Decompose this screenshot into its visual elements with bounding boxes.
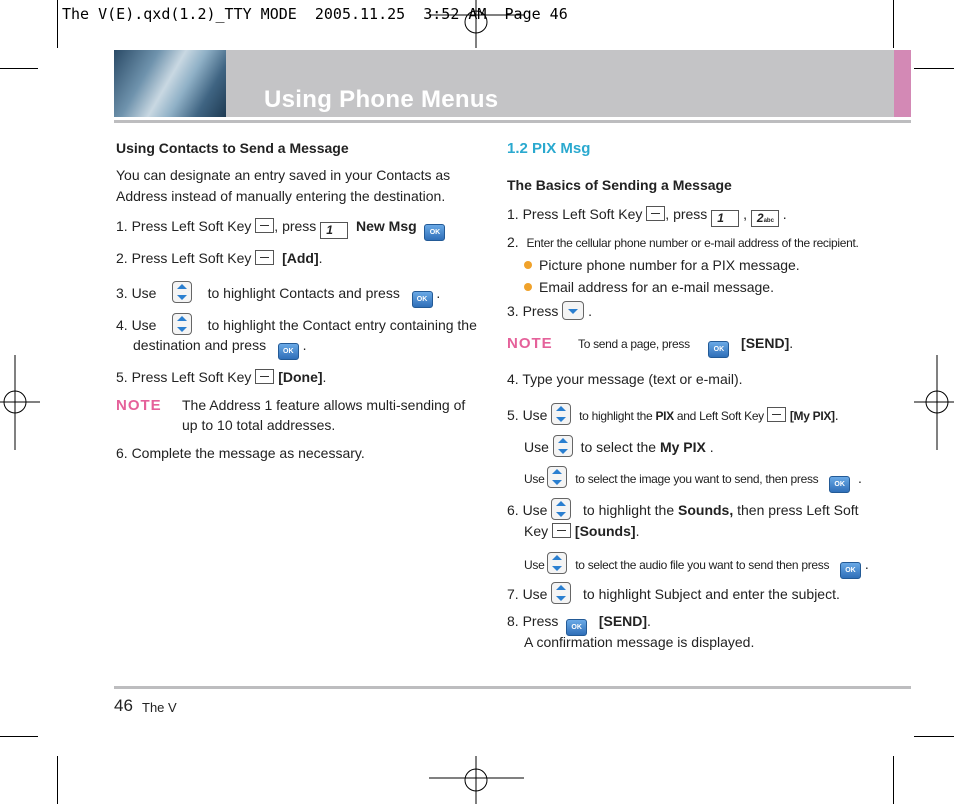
left-step-3: 3. Use to highlight Contacts and press OK .	[116, 281, 440, 308]
soft-key-icon	[552, 523, 571, 538]
section-title: 1.2 PIX Msg	[507, 140, 591, 157]
left-note-label: NOTE	[116, 397, 162, 414]
print-slug: The V(E).qxd(1.2)_TTY MODE 2005.11.25 3:52 AM Page 46	[62, 5, 568, 23]
ok-key-icon: OK	[829, 476, 850, 493]
right-step-5: 5. Use to highlight the PIX and Left Soft Key [My PIX].	[507, 403, 839, 425]
right-step-1: 1. Press Left Soft Key , press 1 , 2abc .	[507, 206, 787, 225]
registration-mark-left	[0, 355, 40, 450]
header-photo	[114, 50, 226, 117]
left-step-1: 1. Press Left Soft Key , press 1 New Msg OK	[116, 217, 445, 241]
header-rule	[114, 120, 911, 123]
crop-mark	[914, 68, 954, 69]
key-1-icon: 1	[320, 222, 348, 239]
left-step-2: 2. Press Left Soft Key [Add].	[116, 250, 323, 266]
nav-key-icon	[547, 466, 567, 488]
soft-key-icon	[255, 250, 274, 265]
soft-key-icon	[255, 369, 274, 384]
header-band	[114, 50, 894, 117]
right-step-6-use: Use to select the audio file you want to send then press OK .	[524, 552, 869, 579]
ok-key-icon: OK	[840, 562, 861, 579]
right-heading: The Basics of Sending a Message	[507, 177, 732, 193]
left-intro-line2: Address instead of manually entering the destination.	[116, 188, 446, 204]
nav-key-icon	[547, 552, 567, 574]
left-note-line1: The Address 1 feature allows multi-sending of	[182, 397, 466, 413]
crop-mark	[893, 0, 894, 48]
crop-mark	[0, 68, 38, 69]
key-2-icon: 2abc	[751, 210, 779, 227]
crop-mark	[0, 736, 38, 737]
page-title: Using Phone Menus	[264, 86, 499, 113]
right-step-6-cont: Key [Sounds].	[524, 523, 640, 539]
left-heading: Using Contacts to Send a Message	[116, 140, 349, 156]
nav-key-icon	[172, 281, 192, 303]
ok-key-icon: OK	[278, 343, 299, 360]
nav-key-icon	[551, 498, 571, 520]
right-step-3: 3. Press .	[507, 303, 593, 319]
footer-rule	[114, 686, 911, 689]
left-step-4: 4. Use to highlight the Contact entry containing the	[116, 313, 477, 335]
right-step-8-cont: A confirmation message is displayed.	[524, 634, 755, 650]
right-step-5-use-1: Use to select the My PIX .	[524, 435, 714, 457]
right-note-label: NOTE	[507, 335, 553, 352]
registration-mark-bottom	[429, 756, 524, 804]
soft-key-icon	[255, 218, 274, 233]
soft-key-icon	[646, 206, 665, 221]
nav-key-icon	[551, 403, 571, 425]
right-step-7: 7. Use to highlight Subject and enter the subject.	[507, 582, 840, 604]
nav-key-icon	[551, 582, 571, 604]
right-step-6: 6. Use to highlight the Sounds, then press Left Soft	[507, 498, 859, 520]
right-note-text: To send a page, press OK [SEND].	[578, 334, 793, 358]
crop-mark	[57, 756, 58, 804]
bullet-icon	[524, 261, 532, 269]
left-step-5: 5. Press Left Soft Key [Done].	[116, 369, 327, 385]
down-key-icon	[562, 301, 584, 320]
page-number: 46	[114, 696, 133, 715]
ok-key-icon: OK	[424, 224, 445, 241]
right-bullet-1: Picture phone number for a PIX message.	[524, 256, 800, 274]
crop-mark	[57, 0, 58, 48]
bullet-icon	[524, 283, 532, 291]
ok-key-icon: OK	[566, 619, 587, 636]
right-step-5-use-2: Use to select the image you want to send, then press OK .	[524, 466, 862, 493]
right-step-4: 4. Type your message (text or e-mail).	[507, 371, 743, 387]
key-1-icon: 1	[711, 210, 739, 227]
nav-key-icon	[553, 435, 573, 457]
crop-mark	[914, 736, 954, 737]
right-step-8: 8. Press OK [SEND].	[507, 612, 651, 636]
left-intro-line1: You can designate an entry saved in your Contacts as	[116, 167, 451, 183]
page-label: The V	[142, 700, 177, 715]
left-step-6: 6. Complete the message as necessary.	[116, 445, 365, 461]
ok-key-icon: OK	[412, 291, 433, 308]
left-step-4-cont: destination and press OK .	[133, 336, 307, 360]
crop-mark	[893, 756, 894, 804]
ok-key-icon: OK	[708, 341, 729, 358]
header-accent	[894, 50, 911, 117]
left-note-line2: up to 10 total addresses.	[182, 417, 336, 433]
soft-key-icon	[767, 407, 786, 422]
registration-mark-right	[914, 355, 954, 450]
right-bullet-2: Email address for an e-mail message.	[524, 278, 774, 296]
right-step-2: 2. Enter the cellular phone number or e-mail address of the recipient.	[507, 234, 859, 250]
nav-key-icon	[172, 313, 192, 335]
